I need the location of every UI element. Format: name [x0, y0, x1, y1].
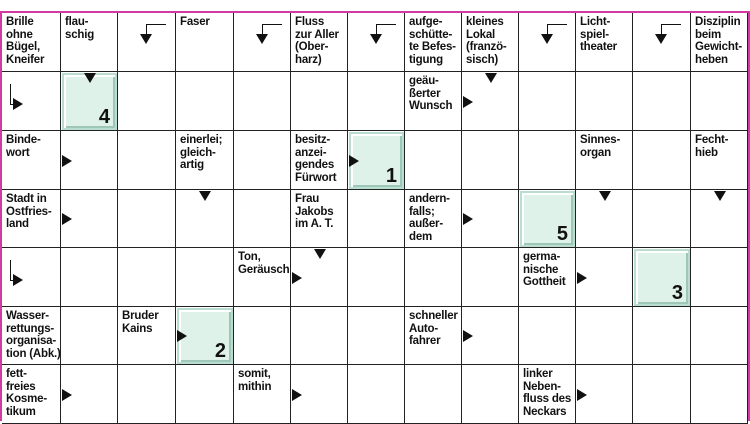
answer-cell[interactable] [633, 131, 691, 190]
answer-cell[interactable] [176, 365, 234, 424]
clue-text: Licht- spiel- theater [580, 16, 617, 53]
arrow-right-icon [577, 272, 587, 284]
arrow-down-icon [714, 191, 726, 201]
clue-text: Frau Jakobs im A. T. [295, 193, 334, 230]
clue-text: besitz- anzei- gendes Fürwort [295, 134, 337, 184]
clue-text: Fluss zur Aller (Ober- harz) [295, 16, 339, 66]
clue-cell [291, 13, 348, 72]
bent-arrow-line [661, 24, 681, 25]
clue-cell [2, 13, 61, 72]
bent-arrow-line [146, 24, 147, 34]
answer-cell[interactable] [633, 190, 691, 248]
clue-text: geäu- ßerter Wunsch [409, 75, 453, 112]
clue-cell [519, 365, 576, 424]
answer-cell[interactable] [234, 72, 291, 131]
answer-cell[interactable] [405, 365, 462, 424]
clue-text: flau- schig [65, 16, 95, 41]
arrow-right-icon [177, 330, 187, 342]
clue-text: Sinnes- organ [580, 134, 621, 159]
answer-cell[interactable] [118, 365, 176, 424]
clue-cell [576, 13, 633, 72]
answer-cell[interactable] [348, 190, 405, 248]
answer-cell[interactable] [348, 365, 405, 424]
arrow-right-icon [292, 272, 302, 284]
answer-cell[interactable] [118, 72, 176, 131]
clue-text: kleines Lokal (franzö- sisch) [466, 16, 507, 66]
arrow-right-icon [577, 389, 587, 401]
clue-text: einerlei; gleich- artig [180, 134, 223, 171]
answer-cell[interactable] [176, 72, 234, 131]
bent-arrow-line [547, 24, 548, 34]
clue-cell [118, 307, 176, 365]
clue-cell [291, 190, 348, 248]
answer-cell[interactable] [691, 248, 748, 307]
answer-cell[interactable] [234, 131, 291, 190]
answer-cell[interactable] [61, 307, 118, 365]
clue-text: andern- falls; außer- dem [409, 193, 450, 243]
answer-cell[interactable] [118, 248, 176, 307]
clue-cell [234, 365, 291, 424]
answer-cell[interactable] [291, 307, 348, 365]
clue-text: fett- freies Kosme- tikum [6, 368, 47, 418]
clue-text: Brille ohne Bügel, Kneifer [6, 16, 45, 66]
answer-cell[interactable] [462, 248, 519, 307]
bent-arrow-line [10, 280, 16, 281]
clue-cell [2, 307, 61, 365]
bent-arrow-line [146, 24, 166, 25]
answer-cell[interactable] [118, 190, 176, 248]
arrow-right-icon [292, 389, 302, 401]
arrow-right-icon [463, 96, 473, 108]
clue-cell [519, 248, 576, 307]
arrow-right-icon [463, 213, 473, 225]
arrow-right-icon [62, 155, 72, 167]
answer-cell[interactable] [462, 131, 519, 190]
answer-cell[interactable] [348, 248, 405, 307]
clue-cell [61, 13, 118, 72]
bent-arrow-line [10, 84, 11, 104]
arrow-down-icon [140, 34, 152, 44]
solution-number: 3 [671, 282, 683, 304]
clue-cell [405, 190, 462, 248]
answer-cell[interactable] [576, 307, 633, 365]
answer-cell[interactable] [633, 307, 691, 365]
answer-cell[interactable] [176, 248, 234, 307]
arrow-down-icon [314, 249, 326, 259]
bent-arrow-line [10, 104, 16, 105]
answer-cell[interactable] [691, 365, 748, 424]
answer-cell[interactable] [633, 365, 691, 424]
answer-cell[interactable] [691, 307, 748, 365]
clue-text: aufge- schütte- te Befes- tigung [409, 16, 456, 66]
arrow-right-icon [349, 155, 359, 167]
answer-cell[interactable] [405, 248, 462, 307]
answer-cell[interactable] [519, 131, 576, 190]
clue-text: germa- nische Gottheit [523, 251, 566, 288]
solution-number: 2 [214, 340, 226, 362]
arrow-down-icon [84, 73, 96, 83]
clue-cell [691, 131, 748, 190]
answer-cell[interactable] [291, 72, 348, 131]
clue-text: Fecht- hieb [695, 134, 729, 159]
bent-arrow-line [661, 24, 662, 34]
clue-cell [176, 13, 234, 72]
clue-text: linker Neben- fluss des Neckars [523, 368, 572, 418]
arrow-down-icon [256, 34, 268, 44]
bent-arrow-line [547, 24, 567, 25]
answer-cell[interactable] [234, 190, 291, 248]
arrow-down-icon [599, 191, 611, 201]
answer-cell[interactable] [405, 131, 462, 190]
answer-cell[interactable] [348, 72, 405, 131]
arrow-right-icon [62, 389, 72, 401]
answer-cell[interactable] [118, 131, 176, 190]
answer-cell[interactable] [519, 307, 576, 365]
clue-text: schneller Auto- fahrer [409, 310, 458, 347]
clue-cell [291, 131, 348, 190]
clue-text: Binde- wort [6, 134, 41, 159]
answer-cell[interactable] [519, 72, 576, 131]
clue-cell [2, 190, 61, 248]
arrow-down-icon [541, 34, 553, 44]
arrow-down-icon [199, 191, 211, 201]
clue-cell [405, 72, 462, 131]
clue-text: Bruder Kains [122, 310, 159, 335]
answer-cell[interactable] [61, 248, 118, 307]
solution-box[interactable] [520, 191, 575, 247]
bent-arrow-line [262, 24, 282, 25]
clue-cell [2, 365, 61, 424]
arrow-right-icon [62, 213, 72, 225]
bent-arrow-line [376, 24, 377, 34]
clue-text: Disziplin beim Gewicht- heben [695, 16, 742, 66]
clue-cell [405, 307, 462, 365]
answer-cell[interactable] [691, 72, 748, 131]
answer-cell[interactable] [348, 307, 405, 365]
clue-text: Faser [180, 16, 210, 28]
clue-cell [576, 131, 633, 190]
clue-cell [234, 248, 291, 307]
clue-cell [405, 13, 462, 72]
arrow-down-icon [655, 34, 667, 44]
answer-cell[interactable] [462, 365, 519, 424]
clue-text: somit, mithin [238, 368, 272, 393]
bent-arrow-line [10, 260, 11, 280]
answer-cell[interactable] [633, 72, 691, 131]
clue-text: Stadt in Ostfries- land [6, 193, 52, 230]
solution-number: 5 [556, 223, 568, 245]
bent-arrow-line [376, 24, 396, 25]
arrow-down-icon [485, 73, 497, 83]
clue-text: Wasser- rettungs- organisa- tion (Abk.) [6, 310, 61, 360]
clue-cell [176, 131, 234, 190]
answer-cell[interactable] [234, 307, 291, 365]
solution-number: 4 [98, 106, 110, 128]
clue-cell [462, 13, 519, 72]
clue-cell [2, 131, 61, 190]
solution-box[interactable] [634, 249, 690, 306]
arrow-right-icon [463, 330, 473, 342]
arrow-down-icon [370, 34, 382, 44]
bent-arrow-line [262, 24, 263, 34]
clue-text: Ton, Geräusch [238, 251, 290, 276]
answer-cell[interactable] [576, 72, 633, 131]
solution-number: 1 [385, 165, 397, 187]
clue-cell [691, 13, 748, 72]
